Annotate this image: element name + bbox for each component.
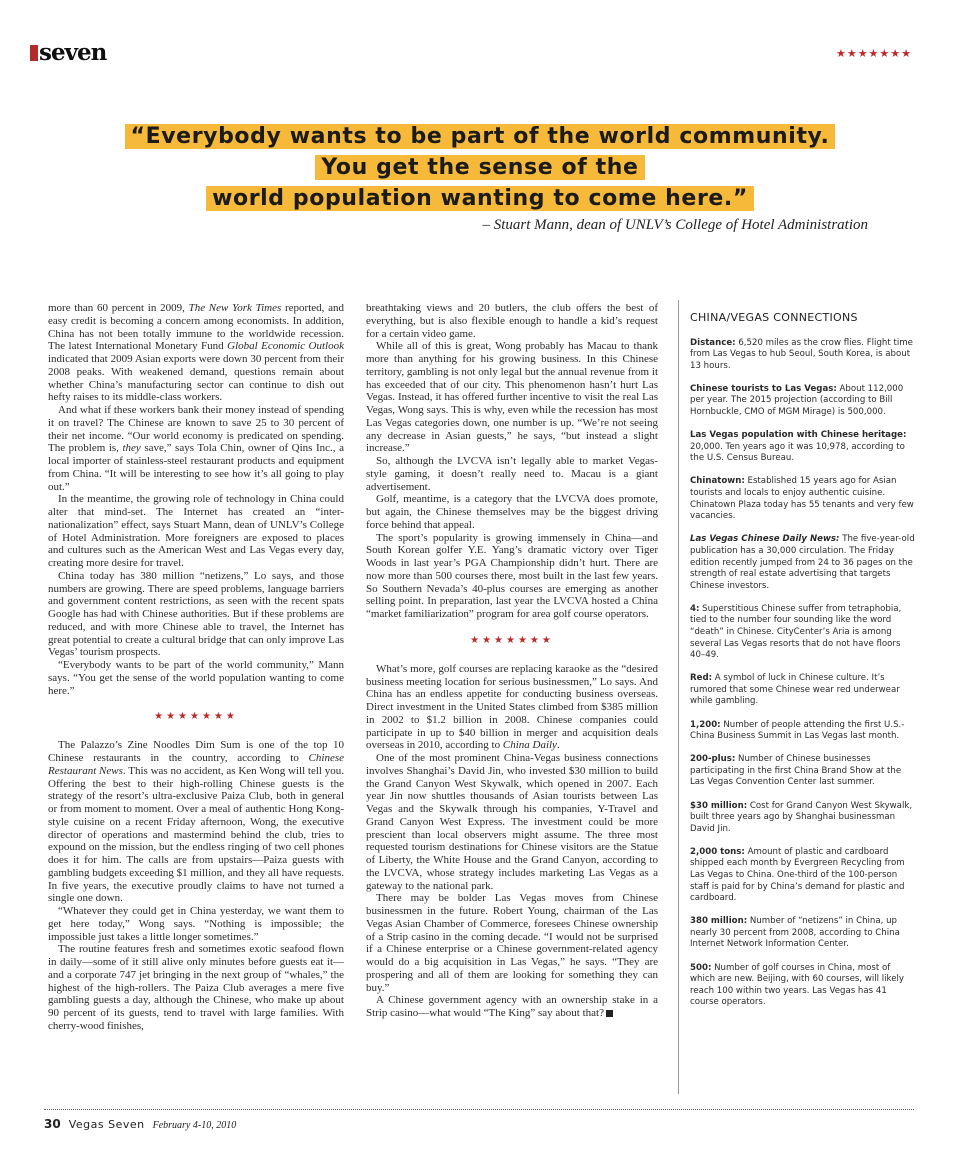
header-stars: ★★★★★★★ <box>835 48 912 60</box>
col1-paragraph-3: In the meantime, the growing role of technology in China could alter that mind-set. The Internet has created an “inter-nationalization” effect, says Stuart Mann, dean of UNLV’s College of Hotel Administration. More foreigners are exposed to places and cultures such as the American West and Las Vegas every day, creating more desire for travel. <box>48 493 344 569</box>
logo-text: seven <box>39 39 107 66</box>
logo-red-bar <box>30 45 38 61</box>
col1-paragraph-7: “Whatever they could get in China yesterday, we want them to get here today,” Wong says. “Nothing is impossible; the impossible just takes a little longer sometimes.” <box>48 905 344 943</box>
sidebar-fact: $30 million: Cost for Grand Canyon West Skywalk, built three years ago by Shanghai businessman David Jin. <box>690 800 913 834</box>
sidebar-fact: 200-plus: Number of Chinese businesses participating in the first China Brand Show at the Las Vegas Convention Center last summer. <box>690 754 902 788</box>
sidebar-title: CHINA/VEGAS CONNECTIONS <box>690 311 858 324</box>
col2-paragraph-3: So, although the LVCVA isn’t legally able to market Vegas-style gaming, it doesn’t really need to. Macau is a giant advertisement. <box>366 455 658 493</box>
pull-quote-line-3: world population wanting to come here.” <box>206 186 754 211</box>
col1-paragraph-5: “Everybody wants to be part of the world community,” Mann says. “You get the sense of the world population wanting to come here.” <box>48 659 344 697</box>
sidebar-divider <box>678 300 679 1094</box>
sidebar-fact: Chinese tourists to Las Vegas: About 112,000 per year. The 2015 projection (according to Bill Hornbuckle, CMO of MGM Mirage) is 500,000. <box>690 383 904 418</box>
section-break-stars: ★★★★★★★ <box>470 634 554 646</box>
sidebar-fact: 500: Number of golf courses in China, most of which are new. Beijing, with 60 courses, will likely reach 100 within two years. Las Vegas has 41 course operators. <box>690 962 904 1008</box>
sidebar-fact: Chinatown: Established 15 years ago for Asian tourists and locals to enjoy authentic cuisine. Chinatown Plaza today has 55 tenants and very few vacancies. <box>690 476 914 522</box>
footer-rule <box>44 1109 914 1110</box>
sidebar-fact: 1,200: Number of people attending the first U.S.-China Business Summit in Las Vegas last month. <box>690 719 905 742</box>
page-number: 30 <box>44 1117 61 1131</box>
col2-paragraph-8: There may be bolder Las Vegas moves from Chinese businessmen in the future. Robert Young, chairman of the Las Vegas Asian Chamber of Commerce, foresees Chinese ownership of a Strip casino in the coming decade. “I would not be surprised if a Chinese enterprise or a Chinese government-related agency would do a big acquisition in Las Vegas,” he says. “They are prospering and all of them are looking for something they can buy.” <box>366 892 658 994</box>
col1-paragraph-8: The routine features fresh and sometimes exotic seafood flown in daily—some of it still alive only minutes before guests eat it—and a corporate 747 jet bringing in the next group of “whales,” the highest of the high-rollers. The Paiza Club averages a mere five gambling guests a day, although the Chinese, who make up about 90 percent of its guests, tend to travel with large families. With cherry-wood finishes, <box>48 943 344 1032</box>
col2-paragraph-7: One of the most prominent China-Vegas business connections involves Shanghai’s David Jin, who invested $30 million to build the Grand Canyon West Skywalk, which opened in 2007. Each year Jin now shuttles thousands of Asian tourists between Las Vegas and the Skywalk through his companies, Y-Travel and Grand Canyon West Express. The investment could be more prescient than local observers might assume. The three most requested tourism destinations for Chinese visitors are the Statue of Liberty, the White House and the Grand Canyon, according to the LVCVA, whose strategy includes marketing Las Vegas as a gateway to the national park. <box>366 752 658 892</box>
col2-paragraph-1: breathtaking views and 20 butlers, the club offers the best of everything, but is also flexible enough to handle a kid’s request for a certain video game. <box>366 302 658 340</box>
col1-paragraph-4: China today has 380 million “netizens,” Lo says, and those numbers are growing. There are speed problems, language barriers and government content restrictions, as seen with the recent spats Google has had with Chinese authorities. But if these problems are reduced, and with more Chinese able to travel, the Internet has great potential to create a cultural bridge that can only improve Las Vegas’ tourism prospects. <box>48 569 344 659</box>
sidebar-fact: 4: Superstitious Chinese suffer from tetraphobia, tied to the number four sounding like the word “death” in Chinese. CityCenter’s Aria is among several Las Vegas resorts that do not have floors 40–49. <box>690 603 902 661</box>
col2-paragraph-5: The sport’s popularity is growing immensely in China—and South Korean golfer Y.E. Yang’s dramatic victory over Tiger Woods in last year’s PGA Championship didn’t hurt. There are now more than 500 courses there, most built in the last few years. So Southern Nevada’s 40-plus courses are emerging as another selling point. In preparation, last year the LVCVA hosted a China “market familiarization” program for area golf course operators. <box>366 531 658 620</box>
sidebar-fact: 380 million: Number of “netizens” in China, up nearly 30 percent from 2008, according to China Internet Network Information Center. <box>690 916 900 950</box>
publication-name: Vegas Seven <box>68 1118 145 1131</box>
pull-quote-line-2: You get the sense of the <box>315 155 644 180</box>
col2-paragraph-2: While all of this is great, Wong probably has Macau to thank more than anything for his growing business. In this Chinese territory, gambling is not only legal but the annual revenue from it has exceeded that of our city. This phenomenon hasn’t hurt Las Vegas. Instead, it has offered further incentive to visit the real Las Vegas, Wong says. This is why, even while the recession has most Las Vegas categories down, one number is up. “We’re not seeing any decrease in Asian guests,” he says, “but instead a slight increase.” <box>366 340 658 455</box>
sidebar-fact: 2,000 tons: Amount of plastic and cardboard shipped each month by Evergreen Recycling from Las Vegas to China. One-third of the 100-person staff is paid for by China’s demand for plastic and cardboard. <box>690 846 905 904</box>
sidebar-fact: Las Vegas population with Chinese heritage: 20,000. Ten years ago it was 10,978, according to the U.S. Census Bureau. <box>690 430 907 464</box>
pull-quote-line-1: “Everybody wants to be part of the world community. <box>125 124 836 149</box>
article-column-1 <box>48 302 344 1033</box>
end-of-story-icon <box>606 1010 613 1017</box>
section-break-stars: ★★★★★★★ <box>154 711 238 723</box>
article-column-2 <box>366 302 658 1020</box>
china-vegas-sidebar <box>690 312 918 1020</box>
pull-quote-attribution: – Stuart Mann, dean of UNLV’s College of Hotel Administration <box>482 217 868 233</box>
magazine-logo <box>30 39 107 66</box>
page-footer <box>44 1117 236 1131</box>
pull-quote <box>40 122 920 215</box>
issue-date: February 4-10, 2010 <box>152 1120 237 1131</box>
col2-paragraph-4: Golf, meantime, is a category that the LVCVA does promote, but again, the Chinese themselves may be the biggest driving force behind that appeal. <box>366 493 658 531</box>
sidebar-fact: Las Vegas Chinese Daily News: The five-year-old publication has a 30,000 circulation. The Friday edition recently jumped from 24 to 36 pages on the strength of real estate advertising that targets Chinese investors. <box>690 534 915 591</box>
col1-paragraph-1: more than 60 percent in 2009, The New York Times reported, and easy credit is becoming a concern among economists. In addition, China has not been totally immune to the worldwide recession. The latest International Monetary Fund Global Economic Outlook indicated that 2009 Asian exports were down 30 percent from their 2008 peaks. With weakened demand, questions remain about whether China’s manufacturing sector can continue to dish out hefty raises to its middle-class workers. <box>48 302 344 404</box>
col2-paragraph-9: A Chinese government agency with an ownership stake in a Strip casino—what would “The King” say about that? <box>366 994 658 1019</box>
sidebar-fact: Distance: 6,520 miles as the crow flies. Flight time from Las Vegas to hub Seoul, South Korea, is about 13 hours. <box>690 337 913 371</box>
col1-paragraph-2: And what if these workers bank their money instead of spending it on travel? The Chinese are known to save 25 to 30 percent of their net income. “Our world economy is predicated on spending. The problem is, they save,” says Tola Chin, owner of Qins Inc., a local importer of stainless-steel restaurant products and equipment from China. “It will be interesting to see how it’s all going to play out.” <box>48 404 344 493</box>
col2-paragraph-6: What’s more, golf courses are replacing karaoke as the “desired business meeting location for serious businessmen,” Lo says. And China has an endless appetite for conducting business overseas. Direct investment in the United States climbed from $385 million in 2002 to $1.2 billion in 2008. Chinese companies could participate in up to $40 billion in merger and acquisition deals overseas in 2010, according to China Daily. <box>366 662 658 752</box>
sidebar-fact: Red: A symbol of luck in Chinese culture. It’s rumored that some Chinese wear red underwear while gambling. <box>690 673 900 707</box>
col1-paragraph-6: The Palazzo’s Zine Noodles Dim Sum is one of the top 10 Chinese restaurants in the country, according to Chinese Restaurant News. This was no accident, as Ken Wong will tell you. Offering the best to their high-rolling Chinese guests is the strategy of the resort’s ultra-exclusive Paiza Club, both in general or from moment to moment. Over a meal of authentic Hong Kong-style cuisine on a recent Friday afternoon, Wong, the executive director of operations and mastermind behind the club, tries to expound on the mission, but the endless ringing of two cell phones does it for him. The calls are from upstairs—Paiza guests with gambling budgets exceeding $1 million, and they all have requests. In five years, the executive proudly claims to have not turned a single one down. <box>48 739 345 905</box>
